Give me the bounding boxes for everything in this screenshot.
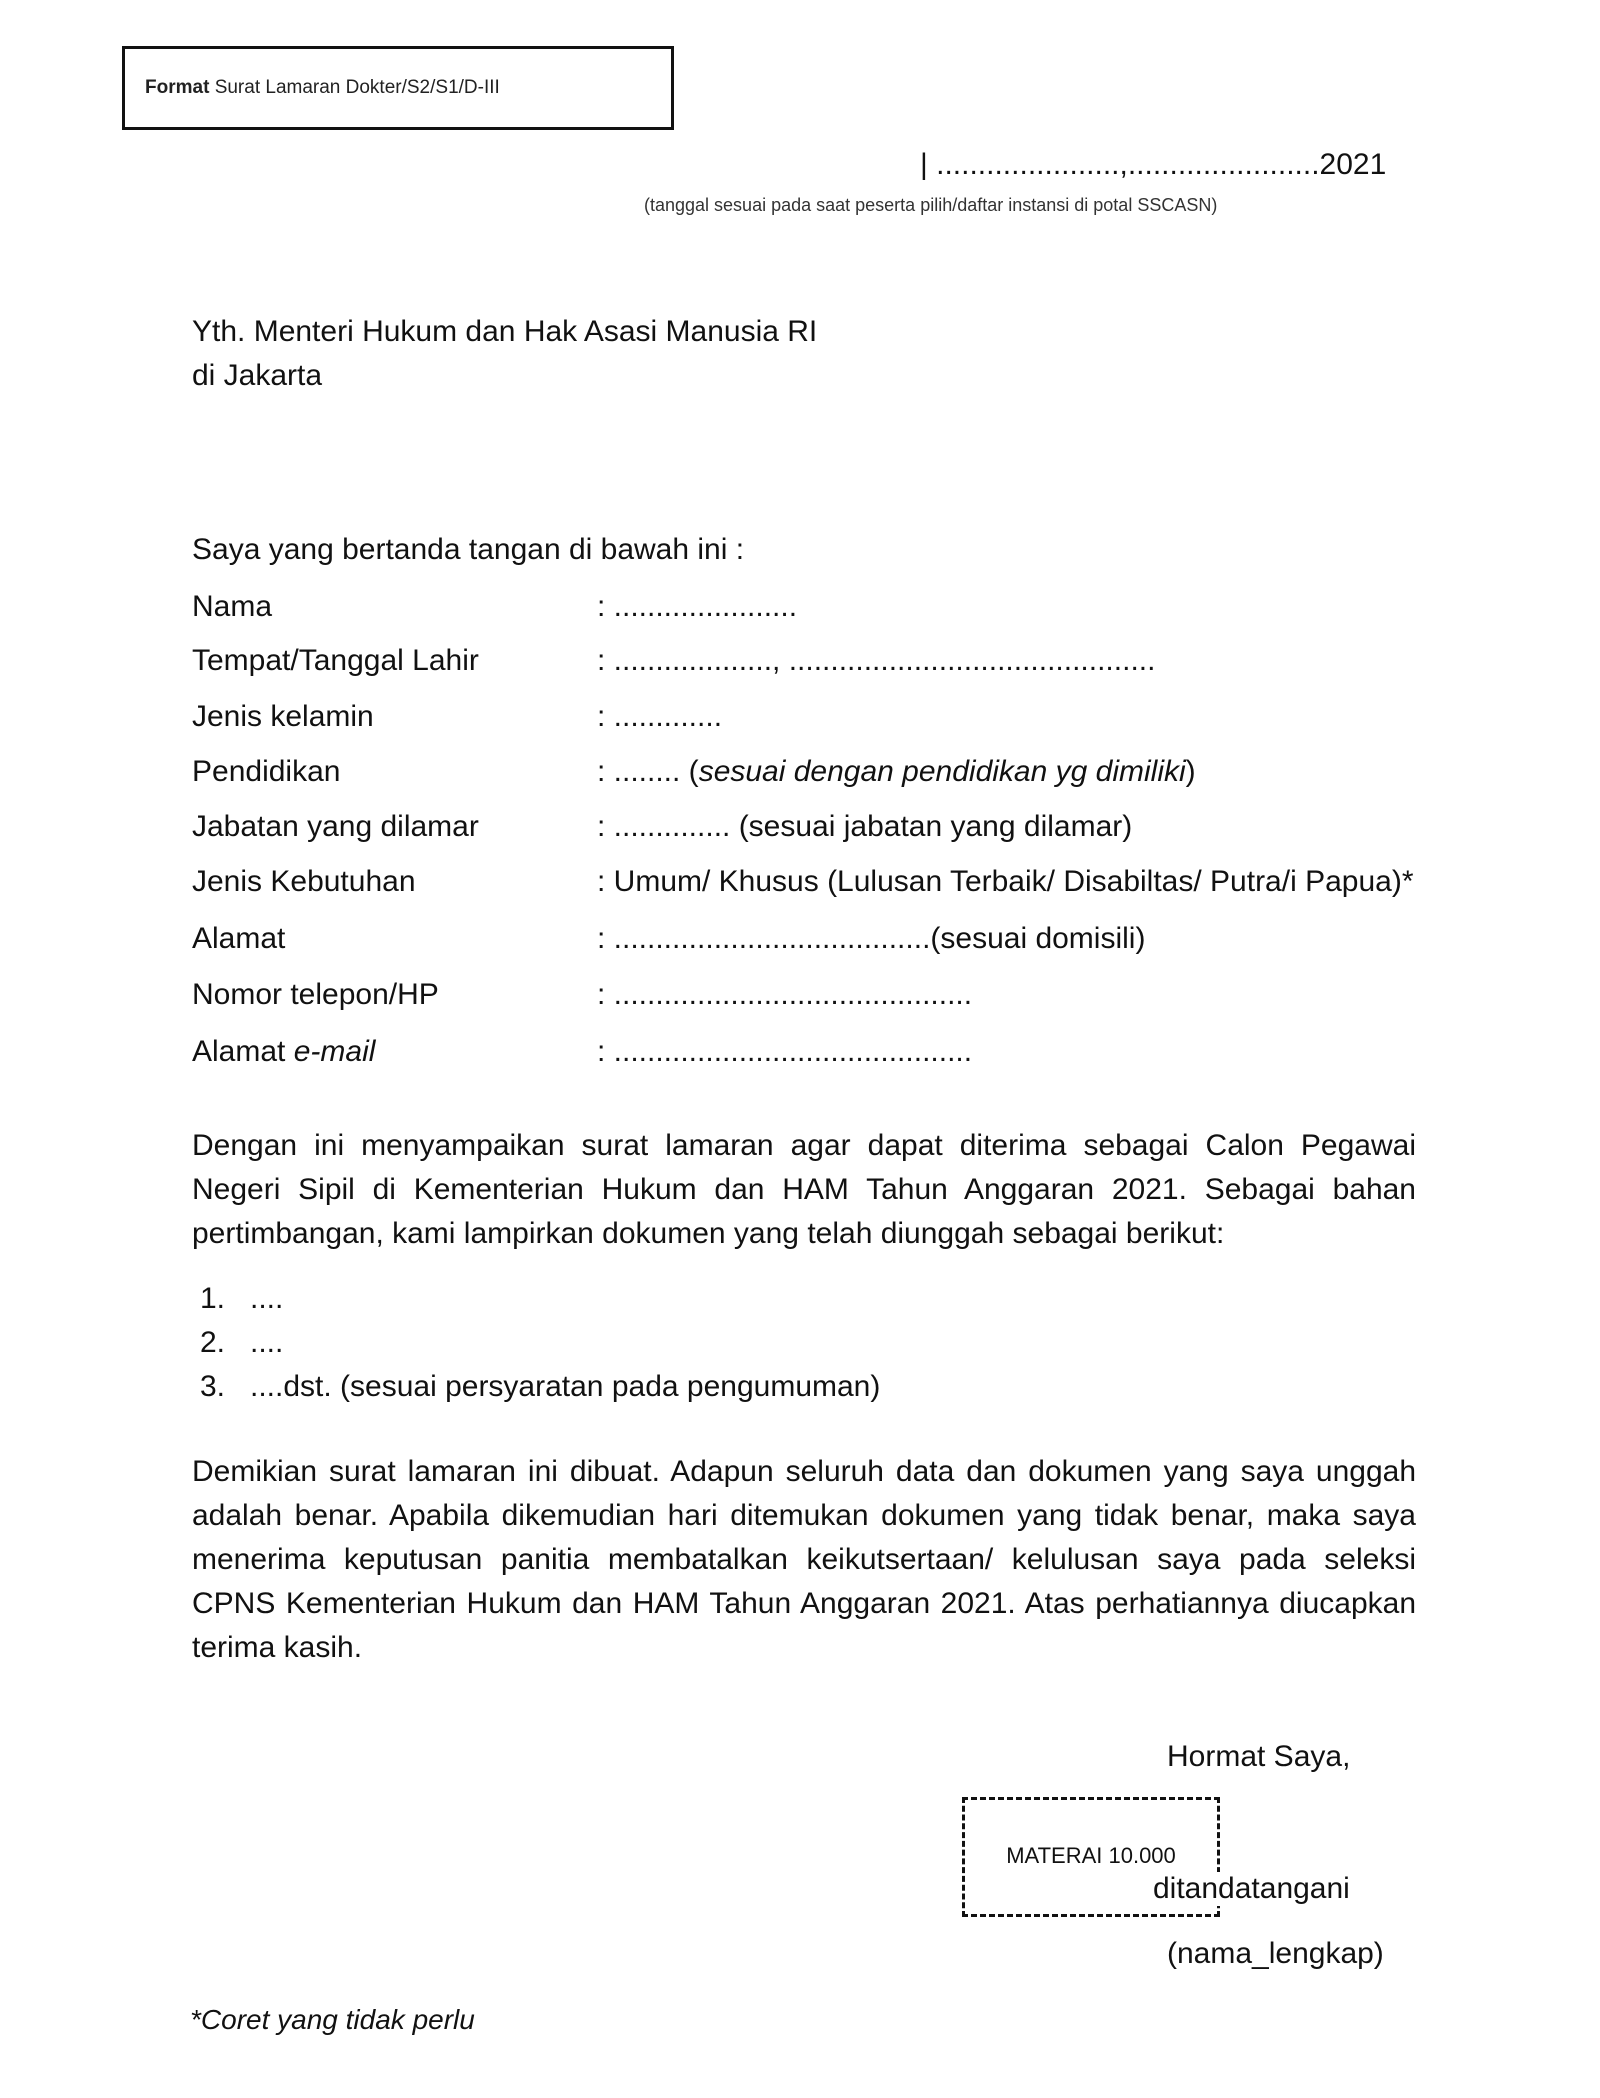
recipient-line-1: Yth. Menteri Hukum dan Hak Asasi Manusia RI [192, 315, 818, 348]
field-label: Jenis kelamin [192, 700, 374, 733]
date-note: (tanggal sesuai pada saat peserta pilih/daftar instansi di potal SSCASN) [644, 195, 1218, 215]
field-label: Nomor telepon/HP [192, 978, 439, 1011]
date-line: | ......................,.......................2021 [920, 148, 1387, 181]
field-value: : ........................................... [597, 1035, 973, 1068]
format-label-bold: Format [145, 77, 210, 98]
field-label: Alamat e-mail [192, 1035, 376, 1068]
materai-stamp-box: MATERAI 10.000 [962, 1797, 1220, 1917]
field-value: : ......................................(sesuai domisili) [597, 922, 1146, 955]
recipient-block [192, 310, 817, 398]
field-value: : Umum/ Khusus (Lulusan Terbaik/ Disabiltas/ Putra/i Papua)* [597, 865, 1414, 898]
intro-sentence: Saya yang bertanda tangan di bawah ini : [192, 533, 745, 566]
list-item: 3. ....dst. (sesuai persyaratan pada pengumuman) [200, 1370, 881, 1403]
field-value: : ........................................... [597, 978, 973, 1011]
field-label: Jenis Kebutuhan [192, 865, 416, 898]
format-label-text: Surat Lamaran Dokter/S2/S1/D-III [214, 77, 500, 98]
field-value: : .............. (sesuai jabatan yang dilamar) [597, 810, 1133, 843]
signature-text: ditandatangani [1153, 1872, 1350, 1905]
declaration-paragraph: Demikian surat lamaran ini dibuat. Adapun seluruh data dan dokumen yang saya unggah adalah benar. Apabila dikemudian hari ditemukan dokumen yang tidak benar, maka saya menerima keputusan panitia membatalkan keikutsertaan/ kelulusan saya pada seleksi CPNS Kementerian Hukum dan HAM Tahun Anggaran 2021. Atas perhatiannya diucapkan terima kasih. [192, 1455, 1416, 1664]
field-label: Pendidikan [192, 755, 341, 788]
application-paragraph: Dengan ini menyampaikan surat lamaran agar dapat diterima sebagai Calon Pegawai Negeri Sipil di Kementerian Hukum dan HAM Tahun Anggaran 2021. Sebagai bahan pertimbangan, kami lampirkan dokumen yang telah diunggah sebagai berikut: [192, 1129, 1416, 1250]
closing-salutation: Hormat Saya, [1167, 1740, 1351, 1773]
field-value: : ............. [597, 700, 723, 733]
field-value: : ........ (sesuai dengan pendidikan yg dimiliki) [597, 755, 1196, 788]
list-item: 1. .... [200, 1282, 284, 1315]
format-label-box [122, 46, 674, 130]
field-label: Alamat [192, 922, 286, 955]
attachment-list [200, 1282, 880, 1414]
full-name: (nama_lengkap) [1167, 1937, 1384, 1970]
field-label: Jabatan yang dilamar [192, 810, 479, 843]
field-value: : ..................., ............................................ [597, 644, 1156, 677]
field-value: : ...................... [597, 590, 798, 623]
field-label: Nama [192, 590, 273, 623]
field-label: Tempat/Tanggal Lahir [192, 644, 479, 677]
list-item: 2. .... [200, 1326, 284, 1359]
recipient-line-2: di Jakarta [192, 359, 323, 392]
footnote: *Coret yang tidak perlu [190, 2004, 475, 2035]
